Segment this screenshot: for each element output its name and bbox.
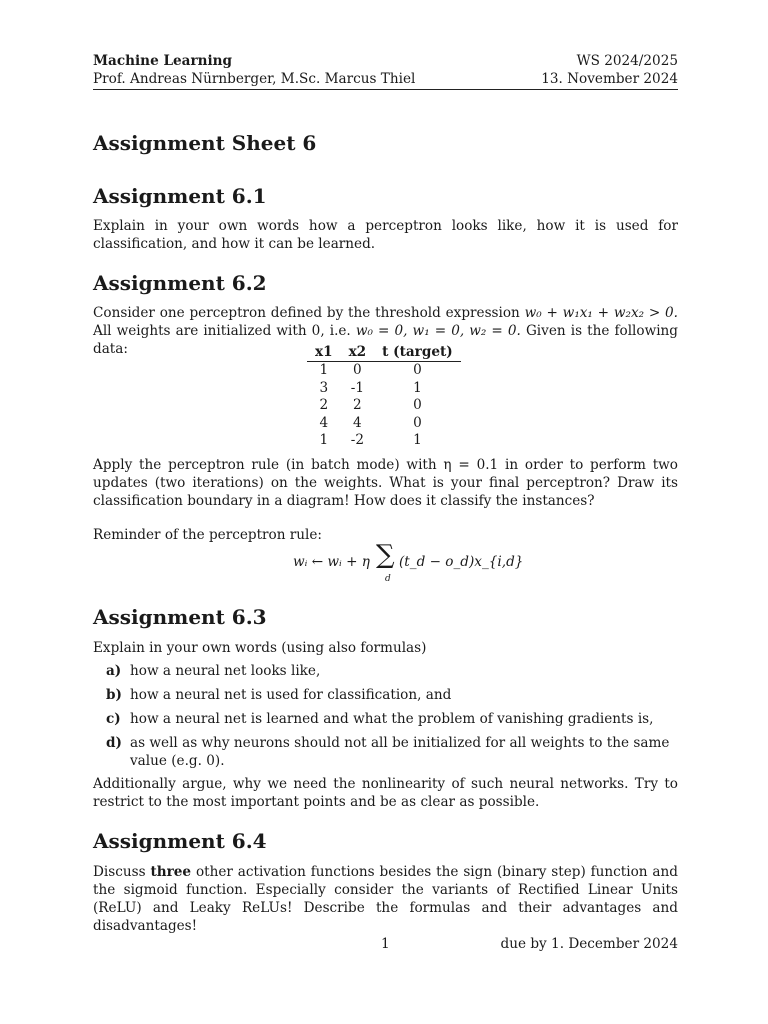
intro-6-2: Consider one perceptron defined by the threshold expression w₀ + w₁x₁ + w₂x₂ > 0. All weights are initialized with 0, i.e. w₀ = 0, w₁ = 0, w₂ = 0. Given is the following data:	[93, 305, 679, 357]
table-cell: 0	[413, 362, 422, 378]
item-label: c)	[106, 711, 121, 727]
semester: WS 2024/2025	[576, 53, 678, 69]
col-header: x2	[341, 344, 375, 362]
table-cell: 0	[413, 414, 422, 431]
table-cell: -2	[350, 432, 364, 448]
item-label: b)	[106, 687, 122, 703]
formula-right: (t_d − o_d)x_{i,d}	[399, 554, 524, 570]
table-cell: 2	[353, 397, 362, 413]
table-cell: -1	[350, 379, 364, 396]
table-cell: 3	[319, 379, 329, 396]
table-cell: 1	[413, 432, 422, 448]
table-cell: 2	[319, 397, 329, 413]
table-row	[307, 362, 461, 380]
item-label: a)	[106, 663, 122, 679]
sum-subscript: d	[385, 574, 391, 584]
table-cell: 4	[319, 414, 329, 431]
formula-left: wᵢ ← wᵢ + η	[293, 554, 370, 570]
table-cell: 4	[353, 414, 362, 431]
due-date: due by 1. December 2024	[500, 936, 678, 952]
text-6-4: Discuss three other activation functions besides the sign (binary step) function and the sigmoid function. Especially consider the variants of Rectified Linear Units (ReLU) and Leaky ReLUs! Describe the formulas and their advantages and disadvantages!	[93, 864, 678, 934]
col-header: t (target)	[374, 344, 461, 362]
threshold-expression: w₀ + w₁x₁ + w₂x₂ > 0.	[524, 305, 678, 321]
table-row	[307, 397, 461, 415]
table-cell: 1	[413, 379, 422, 396]
heading-6-2: Assignment 6.2	[93, 271, 267, 295]
outro-6-3: Additionally argue, why we need the nonlinearity of such neural networks. Try to restrict to the most important points and be as clear as possible.	[93, 776, 678, 810]
heading-6-3: Assignment 6.3	[93, 605, 267, 629]
page-number: 1	[381, 936, 390, 952]
item-text: as well as why neurons should not all be initialized for all weights to the same value (e.g. 0).	[130, 735, 670, 769]
table-cell: 1	[319, 362, 329, 378]
sum-symbol: ∑	[376, 540, 395, 570]
intro-6-3: Explain in your own words (using also formulas)	[93, 640, 427, 656]
table-header-row	[307, 344, 461, 362]
data-table	[307, 344, 461, 450]
item-text: how a neural net looks like,	[130, 663, 321, 679]
table-cell: 0	[353, 362, 362, 378]
item-text: how a neural net is used for classification, and	[130, 687, 452, 703]
page-title: Assignment Sheet 6	[93, 131, 317, 155]
apply-text-6-2: Apply the perceptron rule (in batch mode) with η = 0.1 in order to perform two updates (two iterations) on the weights. What is your final perceptron? Draw its classification boundary in a diagram! How does it classify the instances?	[93, 457, 678, 509]
header-rule	[93, 89, 678, 90]
emphasis-three: three	[150, 864, 192, 880]
item-label: d)	[106, 735, 122, 751]
table-row	[307, 380, 461, 398]
heading-6-4: Assignment 6.4	[93, 829, 267, 853]
sheet-date: 13. November 2024	[541, 71, 678, 87]
course-name: Machine Learning	[93, 53, 233, 69]
init-expression: w₀ = 0, w₁ = 0, w₂ = 0.	[355, 323, 521, 339]
text-6-1: Explain in your own words how a perceptron looks like, how it is used for classification, and how it can be learned.	[93, 218, 678, 252]
authors: Prof. Andreas Nürnberger, M.Sc. Marcus Thiel	[93, 71, 416, 87]
table-row	[307, 415, 461, 433]
heading-6-1: Assignment 6.1	[93, 184, 267, 208]
table-cell: 0	[413, 397, 422, 413]
table-row	[307, 432, 461, 450]
reminder-text: Reminder of the perceptron rule:	[93, 527, 323, 543]
item-text: how a neural net is learned and what the problem of vanishing gradients is,	[130, 711, 654, 727]
table-cell: 1	[319, 432, 329, 448]
col-header: x1	[307, 344, 341, 362]
